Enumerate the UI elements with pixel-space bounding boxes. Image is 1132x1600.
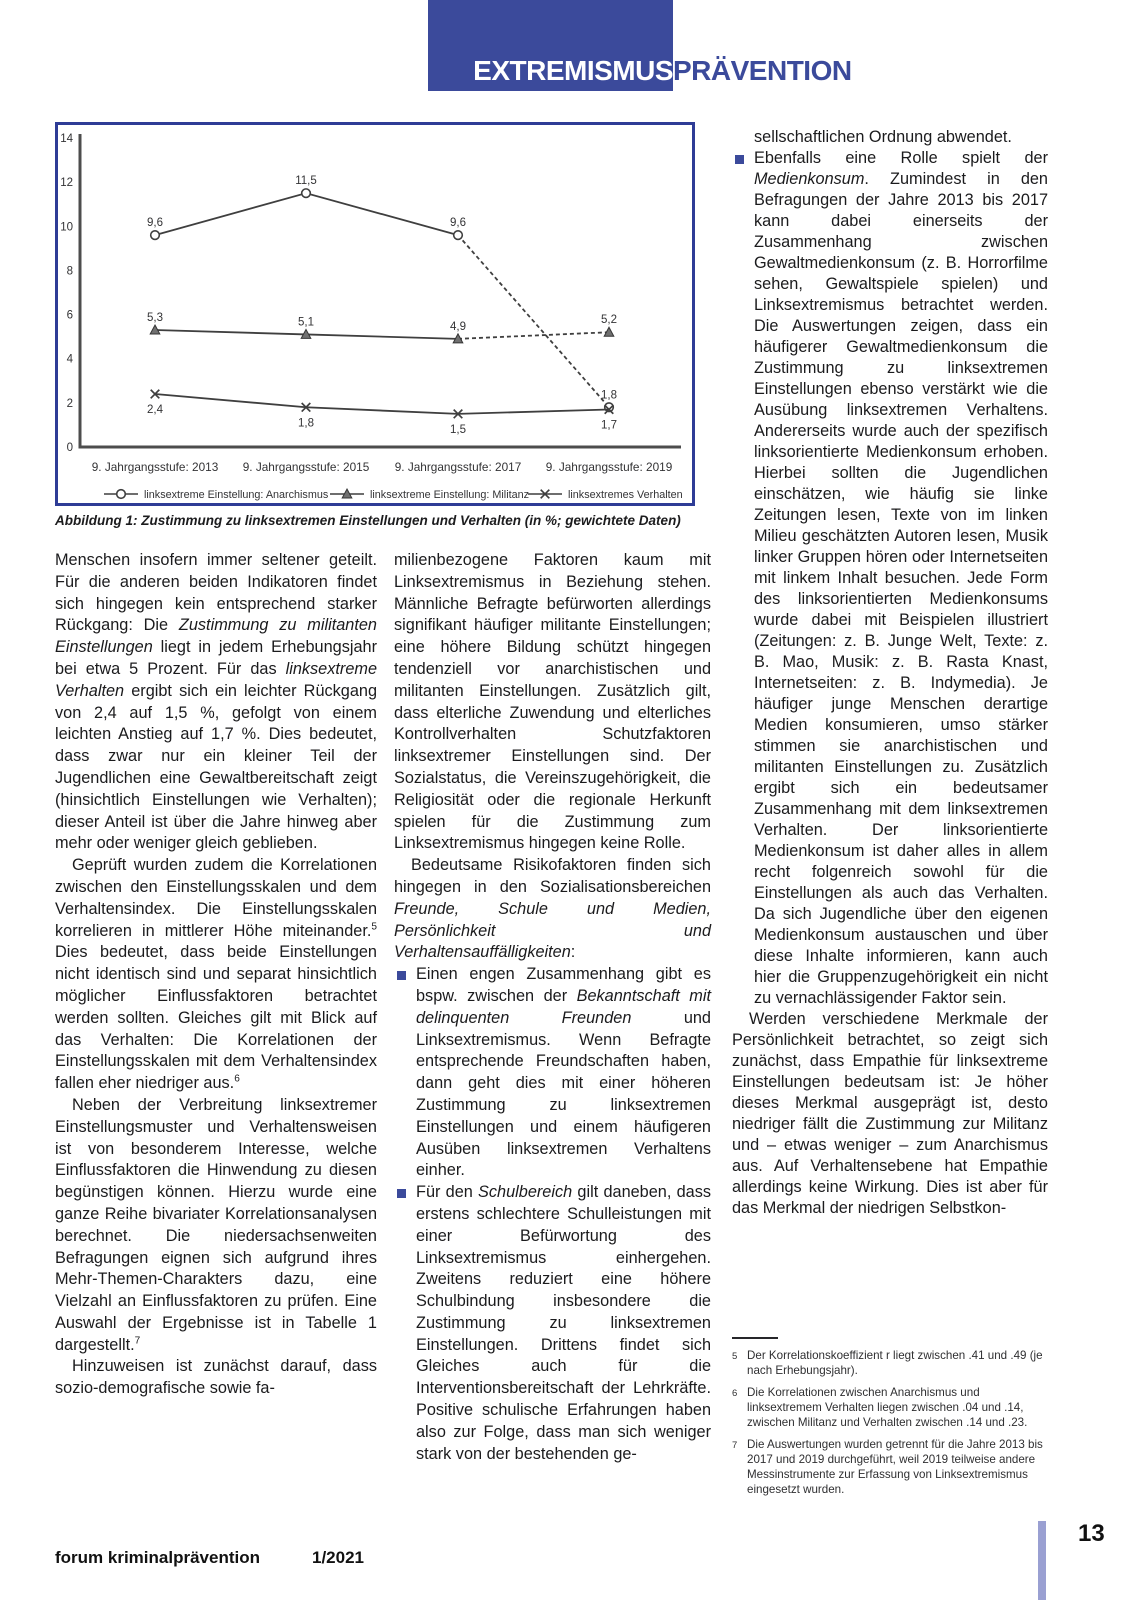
bullet-item [394, 1182, 711, 1465]
svg-text:9. Jahrgangsstufe: 2013: 9. Jahrgangsstufe: 2013 [91, 460, 219, 474]
footnote-number: 5 [732, 1351, 738, 1362]
svg-text:12: 12 [60, 177, 73, 190]
svg-text:4: 4 [66, 353, 73, 366]
chart-series-2 [151, 390, 614, 418]
footnote [732, 1385, 1048, 1430]
footnote-number: 6 [732, 1388, 738, 1399]
chart-data-label: 11,5 [295, 175, 317, 188]
footnote-rule [732, 1337, 778, 1339]
svg-text:2: 2 [66, 397, 73, 410]
footnote [732, 1437, 1048, 1497]
bullet-item [394, 964, 711, 1182]
header-title-white: EXTREMISMUS [473, 55, 673, 86]
chart-legend-entry-0 [104, 490, 138, 499]
paragraph: milienbezogene Faktoren kaum mit Linksextremismus in Beziehung stehen. Männliche Befragte befürworten allerdings signifikant häufiger militante Einstellungen; eine höhere Bildung schützt hingegen tendenziell vor anarchistischen und militanten Einstellungen. Zusätzlich gilt, dass elterliche Zuwendung und elterliches Kontrollverhalten Schutzfaktoren linksextremer Einstellungen sind. Der Sozialstatus, die Vereinszugehörigkeit, die Religiosität oder die regionale Herkunft spielen für die Zustimmung zum Linksextremismus hingegen keine Rolle. [394, 551, 711, 853]
paragraph: Hinzuweisen ist zunächst darauf, dass sozio-demografische sowie fa- [55, 1357, 377, 1398]
bullet-text: Ebenfalls eine Rolle spielt der Medienkonsum. Zumindest in den Befragungen der Jahre 2013 bis 2017 kann dabei einerseits der Zusammenhang zwischen Gewaltmedienkonsum (z. B. Horrorfilme sehen, Gewaltspiele spielen) und Linksextremismus betrachtet werden. Die Auswertungen zeigen, dass ein häufigerer Gewaltmedienkonsum die Zustimmung zu linksextremen Einstellungen ebenso verstärkt wie die Ausübung linksextremen Verhaltens. Andererseits wurde auch der spezifisch linksorientierte Medienkonsum erhoben. Hierbei sollten die Jugendlichen einschätzen, wie häufig sie linke Zeitungen lesen, Texte von im linken Milieu geschätzten Autoren lesen, Musik linker Gruppen hören oder Internetseiten mit linkem Inhalt besuchen. Jede Form des linksorientierten Medienkonsums wurde dabei mit Beispielen illustriert (Zeitungen: z. B. Junge Welt, Texte: z. B. Mao, Musik: z. B. Rasta Knast, Internetseiten: z. B. Indymedia). Je häufiger junge Menschen derartige Medien konsumieren, umso stärker stimmen sie anarchistischen und militanten Einstellungen zu. Zusätzlich ergibt sich ein bedeutsamer Zusammenhang mit dem linksextremen Verhalten. Der linksorientierte Medienkonsum ist daher alles in allem recht folgenreich sowohl für die Einstellungen als auch das Verhalten. Da sich Jugendliche über den eigenen Medienkonsum austauschen und über diese Inhalte informieren, kann auch hier die Gruppenzugehörigkeit ein nicht zu vernachlässigender Faktor sein. [754, 149, 1048, 1007]
svg-text:linksextreme Einstellung: Mili: linksextreme Einstellung: Militanz [370, 489, 530, 501]
column-1 [55, 550, 377, 1400]
svg-text:8: 8 [66, 265, 73, 278]
svg-text:10: 10 [60, 221, 73, 234]
paragraph: Neben der Verbreitung linksextremer Einstellungsmuster und Verhaltensweisen ist von besonderem Interesse, welche Einflussfaktoren die Hinwendung zu diesen begünstigen können. Hierzu wurde eine ganze Reihe bivariater Korrelationsanalysen berechnet. Die niedersachsenweiten Befragungen eignen sich aufgrund ihres Mehr-Themen-Charakters dazu, eine Vielzahl an Einflussfaktoren zu prüfen. Eine Auswahl der Ergebnisse ist in Tabelle 1 dargestellt.$^7$ [55, 1095, 377, 1354]
footnote [732, 1348, 1048, 1378]
chart-data-label: 9,6 [147, 217, 163, 230]
chart-data-label: 9,6 [450, 217, 466, 230]
svg-text:9. Jahrgangsstufe: 2015: 9. Jahrgangsstufe: 2015 [242, 460, 370, 474]
paragraph: Geprüft wurden zudem die Korrelationen zwischen den Einstellungsskalen und dem Verhaltensindex. Die Einstellungsskalen korrelieren in mittlerer Höhe miteinander.$^5$ Dies bedeutet, dass beide Einstellungen nicht identisch sind und separat hinsichtlich möglicher Einflussfaktoren betrachtet werden sollten. Gleiches gilt mit Blick auf das Verhalten: Die Korrelationen der Einstellungsskalen mit dem Verhaltensindex fallen eher niedriger aus.$^6$ [55, 856, 377, 1093]
chart-legend-entry-2 [528, 490, 562, 499]
column-3 [732, 127, 1048, 1327]
header-banner [428, 0, 852, 91]
page-number: 13 [1078, 1520, 1105, 1547]
chart-data-label: 1,7 [601, 419, 617, 432]
footer-issue: 1/2021 [312, 1548, 364, 1567]
bullet-continuation: sellschaftlichen Ordnung abwendet. [754, 128, 1012, 146]
chart-legend-entry-1 [330, 489, 364, 498]
footnote-text: Die Korrelationen zwischen Anarchismus und linksextremem Verhalten liegen zwischen .04 und .14, zwischen Militanz und Verhalten zwischen .14 und .23. [747, 1386, 1028, 1429]
paragraph: Bedeutsame Risikofaktoren finden sich hingegen in den Sozialisationsbereichen Freunde, Schule und Medien, Persönlichkeit und Verhaltensauffälligkeiten: [394, 856, 711, 962]
bullet-text: Für den Schulbereich gilt daneben, dass erstens schlechtere Schulleistungen mit einer Befürwortung des Linksextremismus einhergehen. Zweitens reduziert eine höhere Schulbindung insbesondere die Zustimmung zu linksextremen Einstellungen. Drittens findet sich Gleiches auch für die Interventionsbereitschaft der Lehrkräfte. Positive schulische Erfahrungen haben also zur Folge, dass man sich weniger stark von der bestehenden ge- [416, 1183, 711, 1463]
footnote-text: Die Auswertungen wurden getrennt für die Jahre 2013 bis 2017 und 2019 durchgeführt, weil 2019 teilweise andere Messinstrumente zur Erfassung von Linksextremismus eingesetzt wurden. [747, 1438, 1043, 1496]
svg-text:linksextremes Verhalten: linksextremes Verhalten [568, 489, 683, 501]
footnotes [732, 1337, 1048, 1504]
page-number-bar [1038, 1521, 1046, 1600]
paragraph: Menschen insofern immer seltener geteilt. Für die anderen beiden Indikatoren findet sich hingegen kein entsprechend starker Rückgang: Die Zustimmung zu militanten Einstellungen liegt in jedem Erhebungsjahr bei etwa 5 Prozent. Für das linksextreme Verhalten ergibt sich ein leichter Rückgang von 2,4 auf 1,5 %, gefolgt von einem leichten Anstieg auf 1,7 %. Dies bedeutet, dass zwar nur ein kleiner Teil der Jugendlichen eine Gewaltbereitschaft zeigt (hinsichtlich Einstellungen wie Verhalten); dieser Anteil ist über die Jahre hinweg aber mehr oder weniger gleich geblieben. [55, 551, 377, 853]
chart-data-label: 2,4 [147, 404, 163, 417]
footer-journal-title: forum kriminalprävention [55, 1548, 260, 1567]
svg-text:6: 6 [66, 309, 73, 322]
svg-text:0: 0 [66, 442, 73, 454]
column-2 [394, 550, 711, 1465]
chart-series-1 [150, 325, 614, 343]
bullet-square-icon [397, 1189, 406, 1198]
chart-data-label: 5,2 [601, 314, 617, 327]
chart-data-label: 4,9 [450, 320, 466, 333]
figure-chart [55, 122, 695, 506]
chart-data-label: 1,8 [298, 417, 314, 430]
svg-text:9. Jahrgangsstufe: 2017: 9. Jahrgangsstufe: 2017 [394, 460, 522, 474]
bullet-square-icon [735, 155, 744, 164]
figure-caption: Abbildung 1: Zustimmung zu linksextremen Einstellungen und Verhalten (in %; gewichtete Daten) [55, 513, 681, 528]
svg-text:9. Jahrgangsstufe: 2019: 9. Jahrgangsstufe: 2019 [545, 460, 673, 474]
paragraph: Werden verschiedene Merkmale der Persönlichkeit betrachtet, so zeigt sich zunächst, dass Empathie für linksextreme Einstellungen bedeutsam ist: Je höher dieses Merkmal ausgeprägt ist, desto niedriger fällt die Zustimmung zur Militanz und – etwas weniger – zum Anarchismus aus. Auf Verhaltensebene hat Empathie allerdings keine Wirkung. Dies ist aber für das Merkmal der niedrigen Selbstkon- [732, 1010, 1048, 1217]
chart-series-0 [151, 189, 614, 412]
chart-data-label: 5,3 [147, 312, 163, 325]
header-title-blue: PRÄVENTION [673, 55, 852, 86]
chart-data-label: 1,8 [601, 389, 617, 402]
figure-chart-svg [58, 125, 692, 503]
bullet-text: Einen engen Zusammenhang gibt es bspw. zwischen der Bekanntschaft mit delinquenten Freunden und Linksextremismus. Wenn Befragte entsprechende Freundschaften haben, dann geht dies mit einer höheren Zustimmung zu linksextremen Einstellungen und einem häufigeren Ausüben linksextremen Verhaltens einher. [416, 965, 711, 1180]
footnote-number: 7 [732, 1440, 738, 1451]
svg-text:linksextreme Einstellung: Anar: linksextreme Einstellung: Anarchismus [144, 489, 329, 501]
bullet-item [732, 148, 1048, 1009]
chart-data-label: 5,1 [298, 316, 314, 329]
footnote-text: Der Korrelationskoeffizient r liegt zwischen .41 und .49 (je nach Erhebungsjahr). [747, 1349, 1043, 1377]
svg-text:14: 14 [60, 133, 73, 145]
chart-data-label: 1,5 [450, 423, 466, 436]
bullet-square-icon [397, 971, 406, 980]
